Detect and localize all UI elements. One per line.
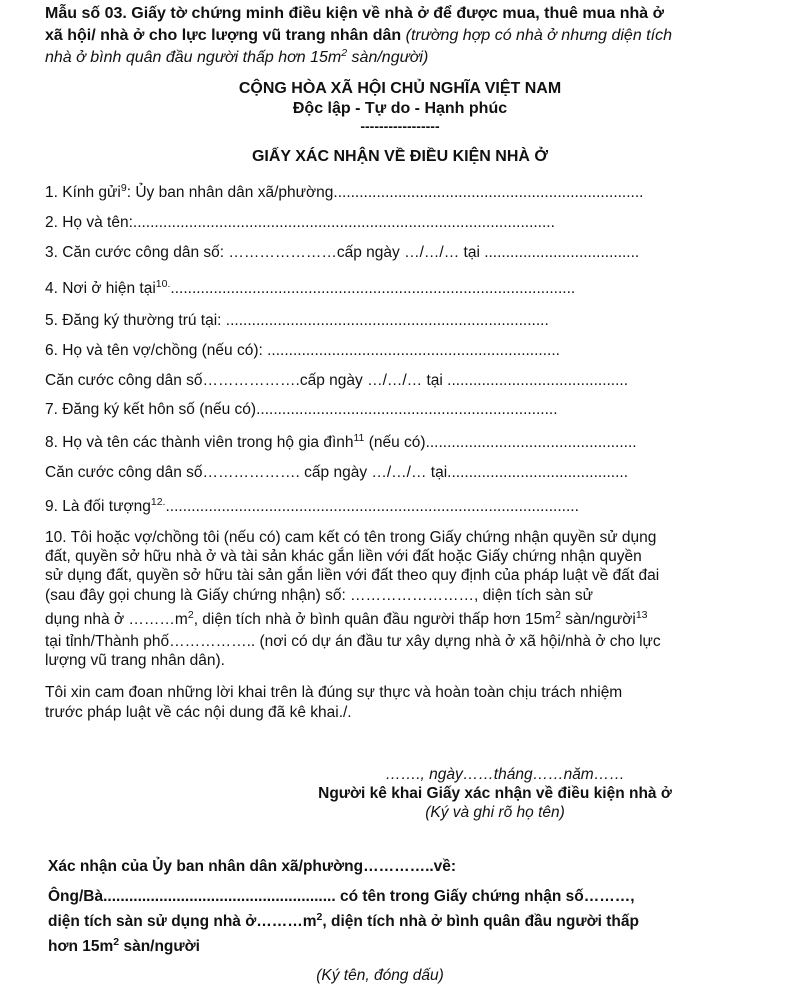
footnote-ref: 10.	[155, 278, 171, 290]
field-label: : Ủy ban nhân dân xã/phường........................................................................	[126, 184, 644, 201]
confirmation-line-4	[48, 938, 200, 956]
footnote-ref: 13	[635, 609, 648, 621]
header-line-2-bold: xã hội/ nhà ở cho lực lượng vũ trang nhân dân	[45, 27, 406, 44]
item-10-line-6[interactable]: tại tỉnh/Thành phố…………….. (nơi có dự án đầu tư xây dựng nhà ở xã hội/nhà ở cho lực	[45, 633, 661, 650]
form-heading-line-3	[45, 49, 428, 67]
text: , diện tích nhà ở bình quân đầu người thấp	[322, 913, 639, 930]
field-current-residence[interactable]	[45, 280, 575, 298]
header-line-3-a: nhà ở bình quân đầu người thấp hơn 15m	[45, 49, 342, 66]
footnote-ref: 9	[120, 182, 127, 194]
superscript: 2	[187, 609, 194, 621]
superscript: 2	[316, 911, 323, 923]
header-line-2-italic: (trường hợp có nhà ở nhưng diện tích	[405, 27, 672, 44]
item-10-line-3: sử dụng đất, quyền sở hữu tài sản gắn liền với đất theo quy định của pháp luật về đất đai	[45, 567, 660, 584]
header-line-3-b: sàn/người)	[347, 49, 429, 66]
field-recipient[interactable]	[45, 184, 643, 202]
field-citizen-id[interactable]: 3. Căn cước công dân số: …………………cấp ngày …/…/… tại ....................................	[45, 244, 640, 261]
confirmation-heading: Xác nhận của Ủy ban nhân dân xã/phường…………..về:	[48, 858, 457, 875]
form-heading-line-2	[45, 27, 672, 45]
superscript: 2	[113, 936, 120, 948]
field-beneficiary-type[interactable]	[45, 498, 579, 516]
confirmation-line-3[interactable]	[48, 913, 639, 931]
national-title: CỘNG HÒA XÃ HỘI CHỦ NGHĨA VIỆT NAM	[238, 80, 562, 97]
text: sàn/người	[119, 938, 200, 955]
field-marriage-registration[interactable]: 7. Đăng ký kết hôn số (nếu có)......................................................................	[45, 401, 558, 418]
confirmation-line-2[interactable]: Ông/Bà...................................................... có tên trong Giấy chứng nhận số………,	[48, 888, 635, 905]
superscript: 2	[555, 609, 561, 621]
footnote-ref: 12.	[150, 496, 166, 508]
stamp-note: (Ký tên, đóng dấu)	[316, 967, 444, 984]
text: dụng nhà ở ………m	[45, 611, 188, 628]
signature-title: Người kê khai Giấy xác nhận về điều kiện nhà ở	[318, 785, 672, 802]
header-line-1: Mẫu số 03. Giấy tờ chứng minh điều kiện về nhà ở để được mua, thuê mua nhà ở	[45, 5, 665, 22]
field-dots: (nếu có).................................................	[364, 434, 637, 451]
field-spouse-name[interactable]: 6. Họ và tên vợ/chồng (nếu có): ....................................................................	[45, 342, 560, 359]
text: hơn 15m	[48, 938, 114, 955]
form-number-heading	[45, 5, 664, 23]
field-dots: ................................................................................................	[165, 498, 579, 515]
text: diện tích sàn sử dụng nhà ở………m	[48, 913, 317, 930]
superscript: 2	[341, 47, 348, 59]
item-10-line-2: đất, quyền sở hữu nhà ở và tài sản khác gắn liền với đất hoặc Giấy chứng nhận quyền	[45, 548, 642, 565]
signature-note: (Ký và ghi rõ họ tên)	[425, 804, 565, 821]
field-label: 4. Nơi ở hiện tại	[45, 280, 156, 297]
item-10-line-7: lượng vũ trang nhân dân).	[45, 652, 225, 669]
field-dots: ..............................................................................................	[170, 280, 576, 297]
field-household-members[interactable]	[45, 434, 637, 452]
signature-date[interactable]: ……., ngày……tháng……năm……	[385, 766, 625, 783]
document-title: GIẤY XÁC NHẬN VỀ ĐIỀU KIỆN NHÀ Ở	[251, 148, 549, 165]
field-full-name[interactable]: 2. Họ và tên:..................................................................................................	[45, 214, 555, 231]
footnote-ref: 11	[353, 432, 365, 444]
national-motto: Độc lập - Tự do - Hạnh phúc	[292, 100, 508, 117]
separator: -----------------	[360, 118, 440, 134]
declaration-line-1: Tôi xin cam đoan những lời khai trên là đúng sự thực và hoàn toàn chịu trách nhiệm	[45, 684, 623, 701]
text: sàn/người	[560, 611, 636, 628]
item-10-line-5[interactable]	[45, 610, 648, 629]
text: , diện tích nhà ở bình quân đầu người thấp hơn 15m	[193, 611, 556, 628]
declaration-line-2: trước pháp luật về các nội dung đã kê khai./.	[45, 704, 352, 721]
field-permanent-residence[interactable]: 5. Đăng ký thường trú tại: ...........................................................................	[45, 312, 549, 329]
field-member-id[interactable]: Căn cước công dân số………………. cấp ngày …/…/… tại..........................................	[45, 464, 629, 481]
field-spouse-id[interactable]: Căn cước công dân số……………….cấp ngày …/…/… tại ..........................................	[45, 372, 629, 389]
field-label: 9. Là đối tượng	[45, 498, 151, 515]
item-10-line-1: 10. Tôi hoặc vợ/chồng tôi (nếu có) cam kết có tên trong Giấy chứng nhận quyền sử dụng	[45, 529, 657, 546]
item-10-line-4[interactable]: (sau đây gọi chung là Giấy chứng nhận) số: ……………………, diện tích sàn sử	[45, 587, 593, 604]
field-label: 1. Kính gửi	[45, 184, 121, 201]
field-label: 8. Họ và tên các thành viên trong hộ gia đình	[45, 434, 354, 451]
